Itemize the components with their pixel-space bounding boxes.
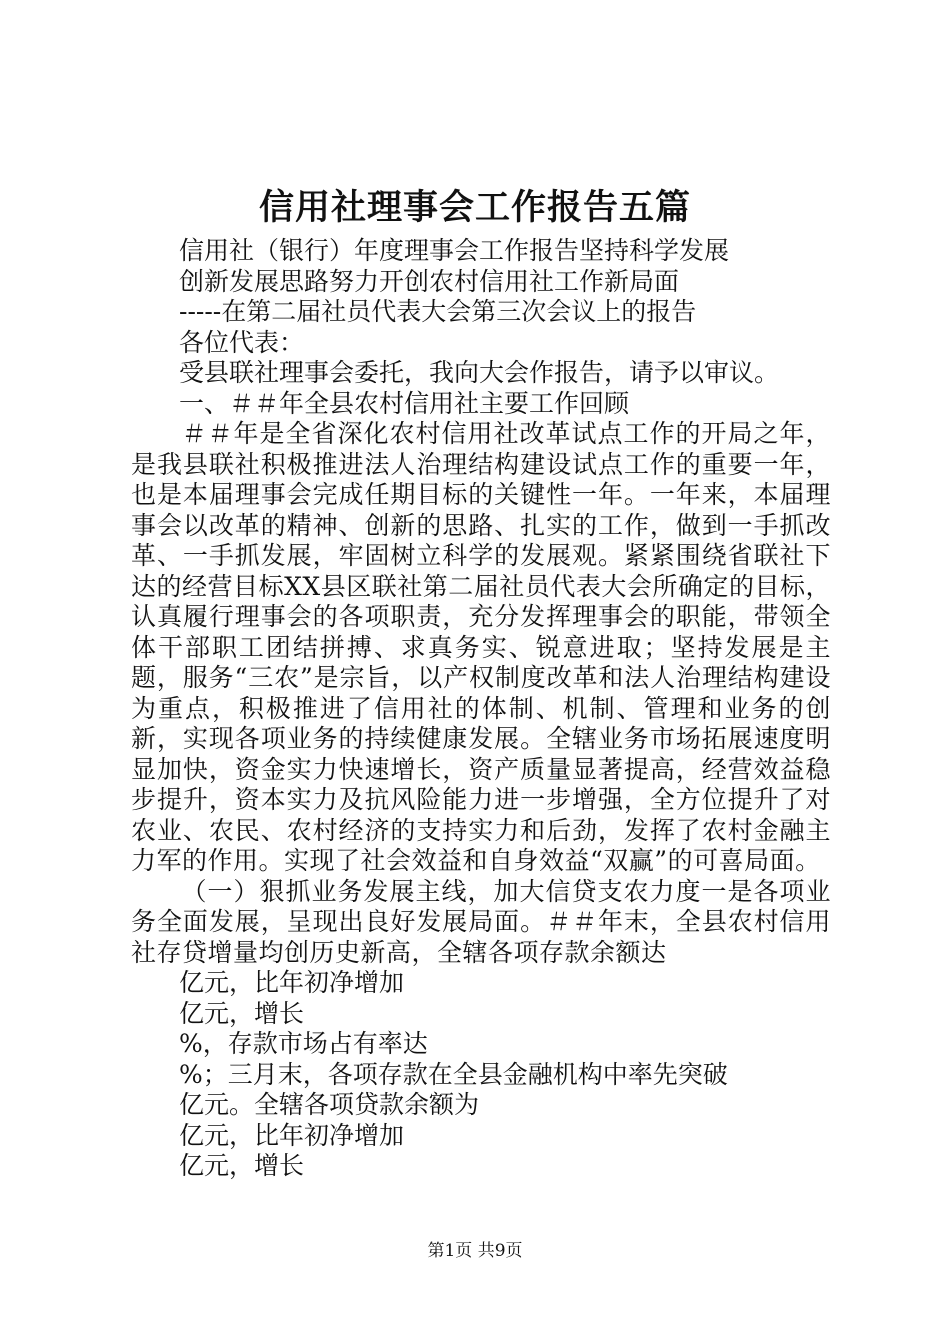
fragment-line: %；三月末，各项存款在全县金融机构中率先突破 [179, 1059, 728, 1089]
document-body [131, 236, 831, 1182]
fragment-line: 亿元。全辖各项贷款余额为 [179, 1090, 480, 1119]
subtitle-line-2: 创新发展思路努力开创农村信用社工作新局面 [179, 266, 680, 296]
salutation: 各位代表： [179, 327, 305, 357]
subtitle-line-3: -----在第二届社员代表大会第三次会议上的报告 [179, 297, 697, 326]
paragraph-review [131, 419, 831, 877]
intro-sentence: 受县联社理事会委托，我向大会作报告，请予以审议。 [179, 358, 780, 387]
document-title: 信用社理事会工作报告五篇 [258, 187, 691, 228]
page-footer: 第1页 共9页 [427, 1241, 523, 1261]
paragraph-business [131, 877, 831, 969]
fragment-line: 亿元，增长 [179, 998, 305, 1028]
fragment-line: 亿元，比年初净增加 [179, 1120, 405, 1150]
fragment-line: %，存款市场占有率达 [179, 1029, 428, 1058]
fragment-line: 亿元，增长 [179, 1151, 305, 1180]
paragraph-review-text: ＃＃年是全省深化农村信用社改革试点工作的开局之年，是我县联社积极推进法人治理结构建设试点工作的重要一年，也是本届理事会完成任期目标的关键性一年。一年来，本届理事会以改革的精神、创新的思路、扎实的工作，做到一手抓改革、一手抓发展，牢固树立科学的发展观。紧紧围绕省联社下达的经营目标XX县区联社第二届社员代表大会所确定的目标，认真履行理事会的各项职责，充分发挥理事会的职能，带领全体干部职工团结拼搏、求真务实、锐意进取；坚持发展是主题，服务“三农”是宗旨，以产权制度改革和法人治理结构建设为重点，积极推进了信用社的体制、机制、管理和业务的创新，实现各项业务的持续健康发展。全辖业务市场拓展速度明显加快，资金实力快速增长，资产质量显著提高，经营效益稳步提升，资本实力及抗风险能力进一步增强，全方位提升了对农业、农民、农村经济的支持实力和后劲，发挥了农村金融主力军的作用。实现了社会效益和自身效益“双赢”的可喜局面。 [131, 419, 831, 875]
section-heading: 一、＃＃年全县农村信用社主要工作回顾 [179, 388, 630, 418]
paragraph-business-text: （一）狠抓业务发展主线，加大信贷支农力度一是各项业务全面发展，呈现出良好发展局面。＃＃年末，全县农村信用社存贷增量均创历史新高，全辖各项存款余额达 [131, 876, 831, 967]
fragment-line: 亿元，比年初净增加 [179, 968, 405, 997]
subtitle-line-1: 信用社（银行）年度理事会工作报告坚持科学发展 [179, 236, 730, 265]
